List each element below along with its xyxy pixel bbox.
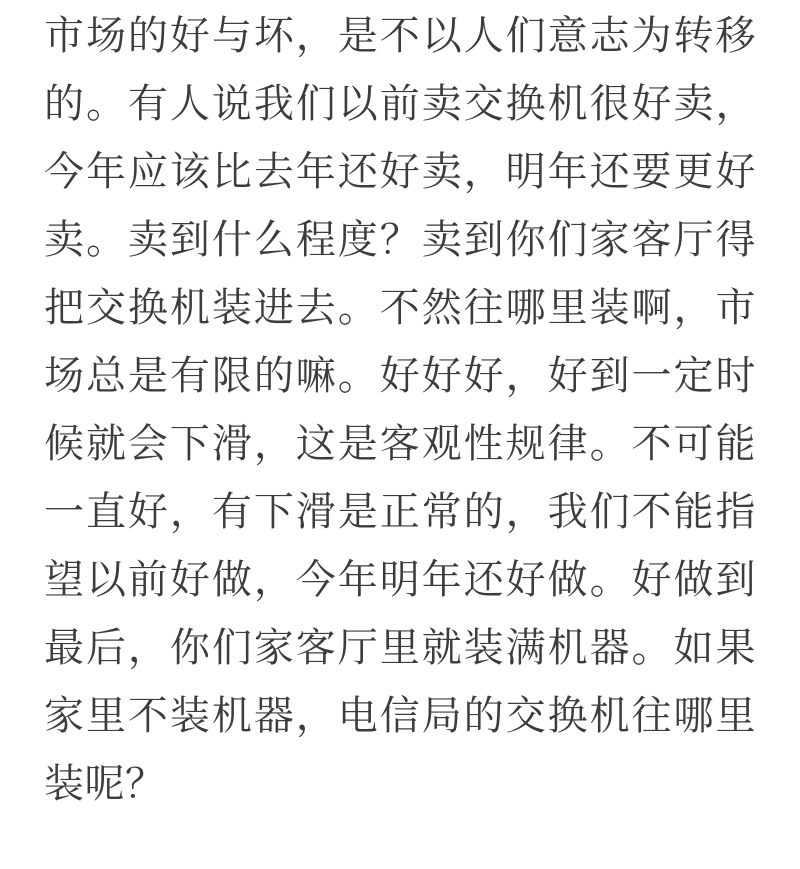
article-body — [44, 0, 756, 818]
paragraph: 市场的好与坏，是不以人们意志为转移的。有人说我们以前卖交换机很好卖，今年应该比去年还好卖，明年还要更好卖。卖到什么程度？卖到你们家客厅得把交换机装进去。不然往哪里装啊，市场总是有限的嘛。好好好，好到一定时候就会下滑，这是客观性规律。不可能一直好，有下滑是正常的，我们不能指望以前好做，今年明年还好做。好做到最后，你们家客厅里就装满机器。如果家里不装机器，电信局的交换机往哪里装呢？ — [44, 13, 756, 807]
